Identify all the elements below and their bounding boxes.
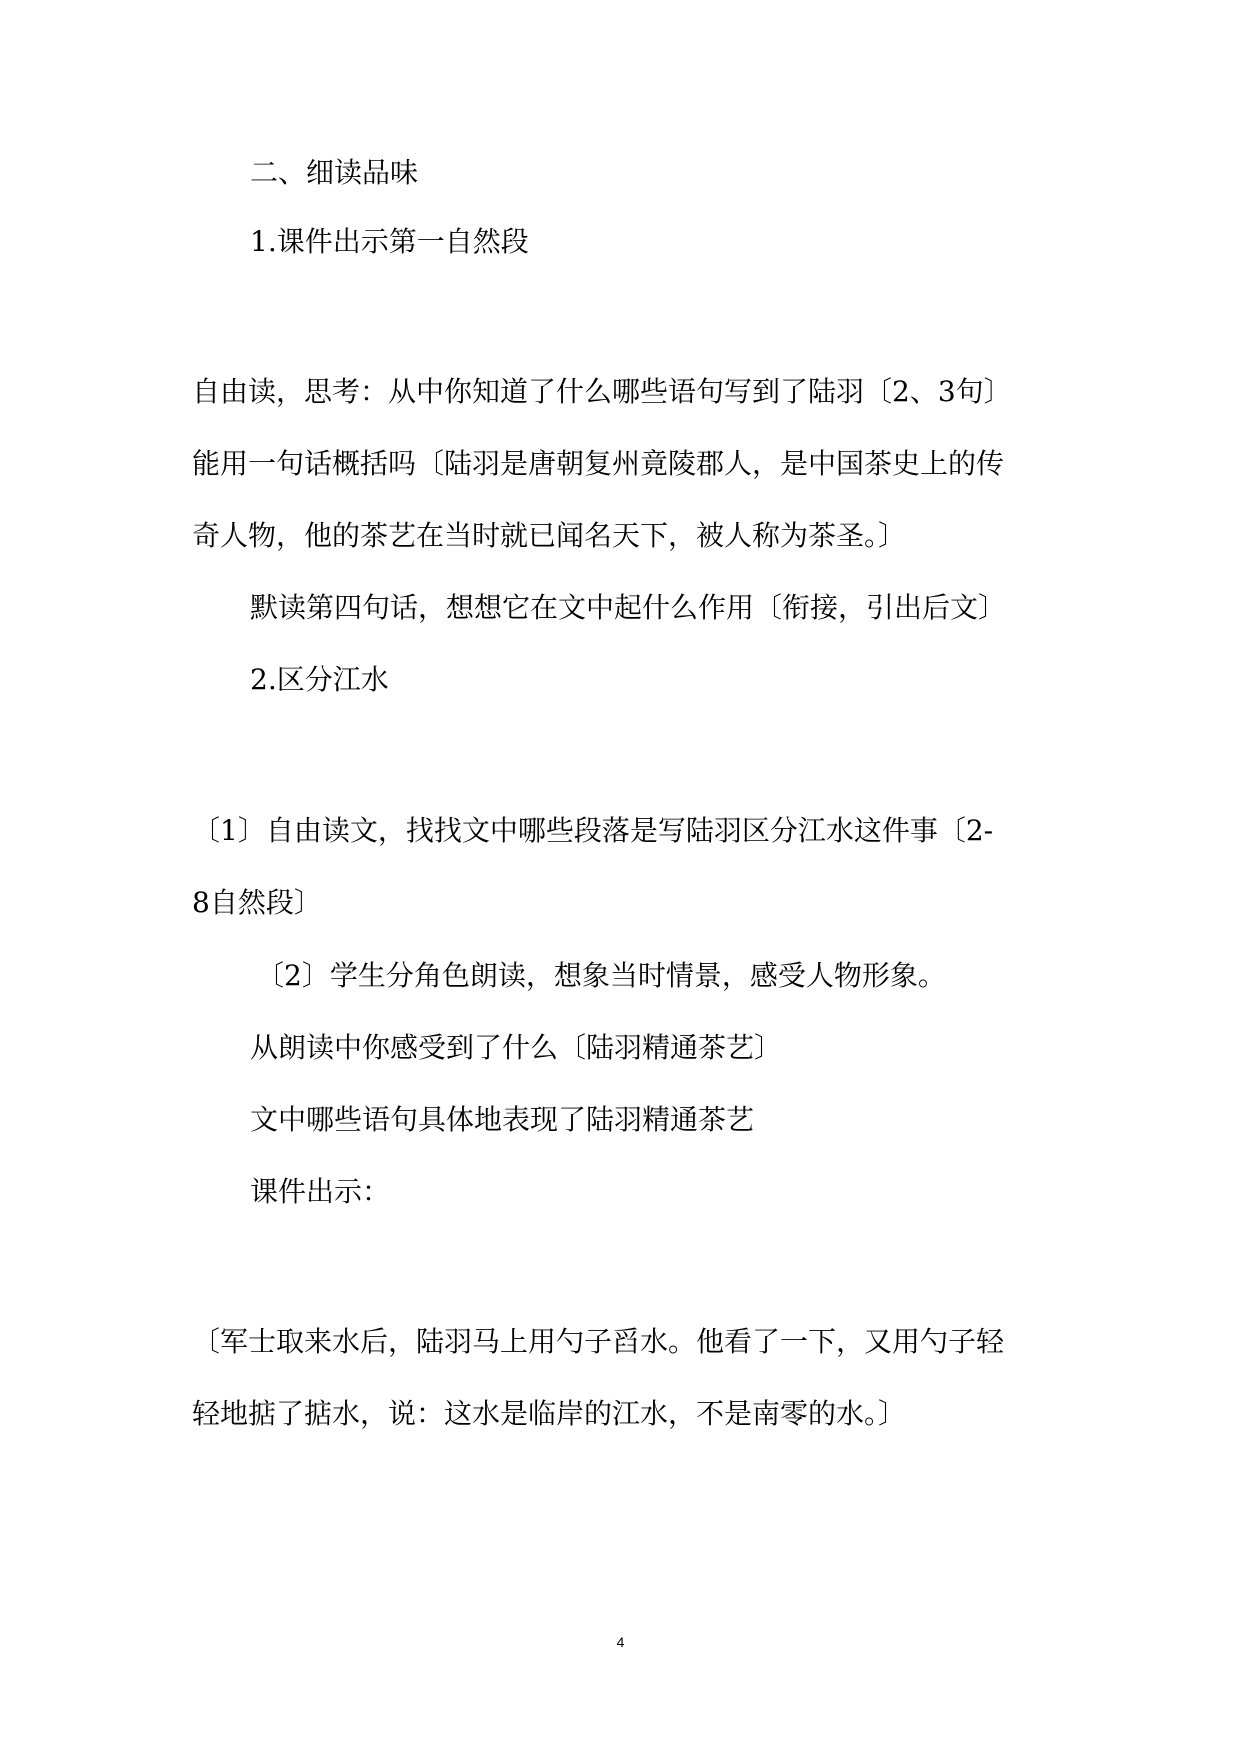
page-number: 4 [616, 1634, 625, 1650]
paragraph-line: 自由读，思考：从中你知道了什么哪些语句写到了陆羽〔2、3句〕 [192, 375, 1012, 408]
paragraph-line: 8自然段〕 [192, 886, 322, 919]
paragraph-line: 〔1〕自由读文，找找文中哪些段落是写陆羽区分江水这件事〔2- [192, 814, 994, 847]
paragraph-line: 从朗读中你感受到了什么〔陆羽精通茶艺〕 [250, 1031, 783, 1064]
section-heading: 二、细读品味 [250, 156, 419, 189]
paragraph-line: 〔2〕学生分角色朗读，想象当时情景，感受人物形象。 [256, 959, 946, 992]
paragraph-line: 文中哪些语句具体地表现了陆羽精通茶艺 [250, 1103, 755, 1136]
paragraph-line: 奇人物，他的茶艺在当时就已闻名天下，被人称为茶圣。〕 [192, 519, 907, 552]
subsection-heading: 2.区分江水 [250, 663, 389, 696]
subsection-heading: 1.课件出示第一自然段 [250, 225, 529, 258]
paragraph-line: 默读第四句话，想想它在文中起什么作用〔衔接，引出后文〕 [250, 591, 1007, 624]
quote-line: 〔军士取来水后，陆羽马上用勺子舀水。他看了一下，又用勺子轻 [192, 1325, 1005, 1358]
paragraph-line: 课件出示： [250, 1175, 391, 1208]
paragraph-line: 能用一句话概括吗〔陆羽是唐朝复州竟陵郡人，是中国茶史上的传 [192, 447, 1005, 480]
quote-line: 轻地掂了掂水，说：这水是临岸的江水，不是南零的水。〕 [192, 1397, 907, 1430]
